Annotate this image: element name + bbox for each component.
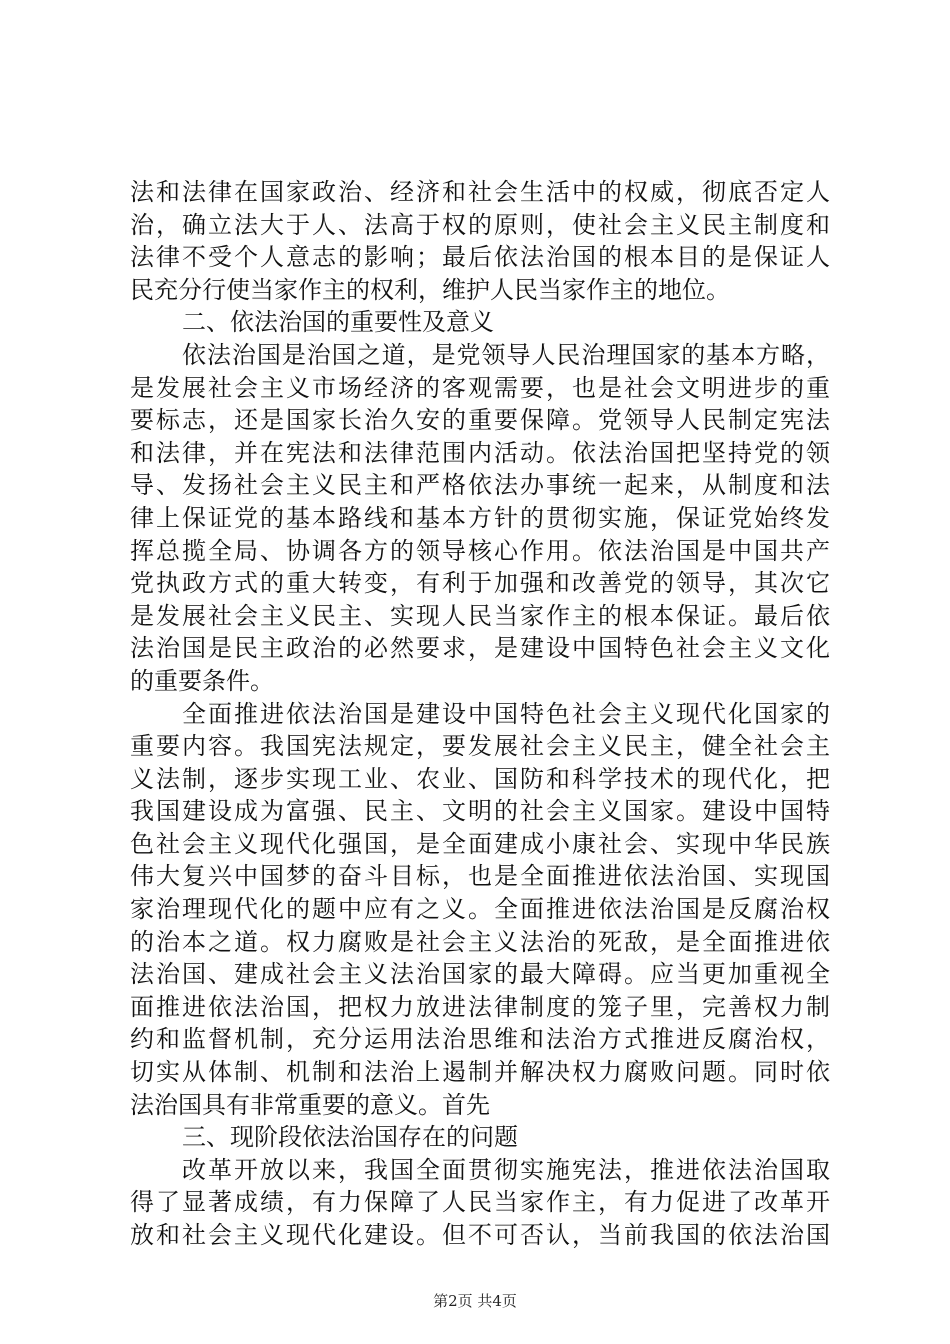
text-line: 的治本之道。权力腐败是社会主义法治的死敌，是全面推进依 — [130, 927, 830, 956]
text-line: 义法制，逐步实现工业、农业、国防和科学技术的现代化，把 — [130, 764, 830, 793]
text-line: 切实从体制、机制和法治上遏制并解决权力腐败问题。同时依 — [130, 1058, 830, 1087]
text-line: 法治国、建成社会主义法治国家的最大障碍。应当更加重视全 — [130, 960, 830, 989]
page-number-footer: 第2页 共4页 — [433, 1292, 517, 1310]
text-line: 法和法律在国家政治、经济和社会生活中的权威，彻底否定人 — [130, 178, 830, 206]
text-line: 放和社会主义现代化建设。但不可否认，当前我国的依法治国 — [130, 1221, 830, 1249]
text-line: 二、依法治国的重要性及意义 — [182, 308, 494, 337]
text-line: 是发展社会主义市场经济的客观需要，也是社会文明进步的重 — [130, 373, 830, 402]
text-line: 法治国具有非常重要的意义。首先 — [130, 1090, 490, 1119]
text-line: 挥总揽全局、协调各方的领导核心作用。依法治国是中国共产 — [130, 536, 830, 565]
text-line: 伟大复兴中国梦的奋斗目标，也是全面推进依法治国、实现国 — [130, 862, 830, 891]
text-line: 法治国是民主政治的必然要求，是建设中国特色社会主义文化 — [130, 634, 830, 663]
text-line: 约和监督机制，充分运用法治思维和法治方式推进反腐治权， — [130, 1025, 830, 1054]
text-line: 要标志，还是国家长治久安的重要保障。党领导人民制定宪法 — [130, 406, 830, 435]
text-line: 律上保证党的基本路线和基本方针的贯彻实施，保证党始终发 — [130, 503, 830, 532]
text-line: 民充分行使当家作主的权利，维护人民当家作主的地位。 — [130, 275, 730, 304]
text-line: 三、现阶段依法治国存在的问题 — [182, 1123, 518, 1152]
text-line: 治，确立法大于人、法高于权的原则，使社会主义民主制度和 — [130, 210, 830, 239]
text-line: 导、发扬社会主义民主和严格依法办事统一起来，从制度和法 — [130, 471, 830, 500]
text-line: 得了显著成绩，有力保障了人民当家作主，有力促进了改革开 — [130, 1188, 830, 1217]
text-line: 和法律，并在宪法和法律范围内活动。依法治国把坚持党的领 — [130, 438, 830, 467]
text-line: 法律不受个人意志的影响；最后依法治国的根本目的是保证人 — [130, 243, 830, 272]
text-line: 色社会主义现代化强国，是全面建成小康社会、实现中华民族 — [130, 829, 830, 858]
text-line: 改革开放以来，我国全面贯彻实施宪法，推进依法治国取 — [182, 1155, 830, 1184]
text-line: 的重要条件。 — [130, 666, 274, 695]
text-line: 依法治国是治国之道，是党领导人民治理国家的基本方略， — [182, 340, 830, 369]
text-line: 是发展社会主义民主、实现人民当家作主的根本保证。最后依 — [130, 601, 830, 630]
text-line: 家治理现代化的题中应有之义。全面推进依法治国是反腐治权 — [130, 895, 830, 924]
text-line: 重要内容。我国宪法规定，要发展社会主义民主，健全社会主 — [130, 732, 830, 761]
document-body — [130, 176, 830, 1252]
text-line: 面推进依法治国，把权力放进法律制度的笼子里，完善权力制 — [130, 992, 830, 1021]
text-line: 党执政方式的重大转变，有利于加强和改善党的领导，其次它 — [130, 569, 830, 598]
text-line: 我国建设成为富强、民主、文明的社会主义国家。建设中国特 — [130, 797, 830, 826]
text-line: 全面推进依法治国是建设中国特色社会主义现代化国家的 — [182, 699, 830, 728]
